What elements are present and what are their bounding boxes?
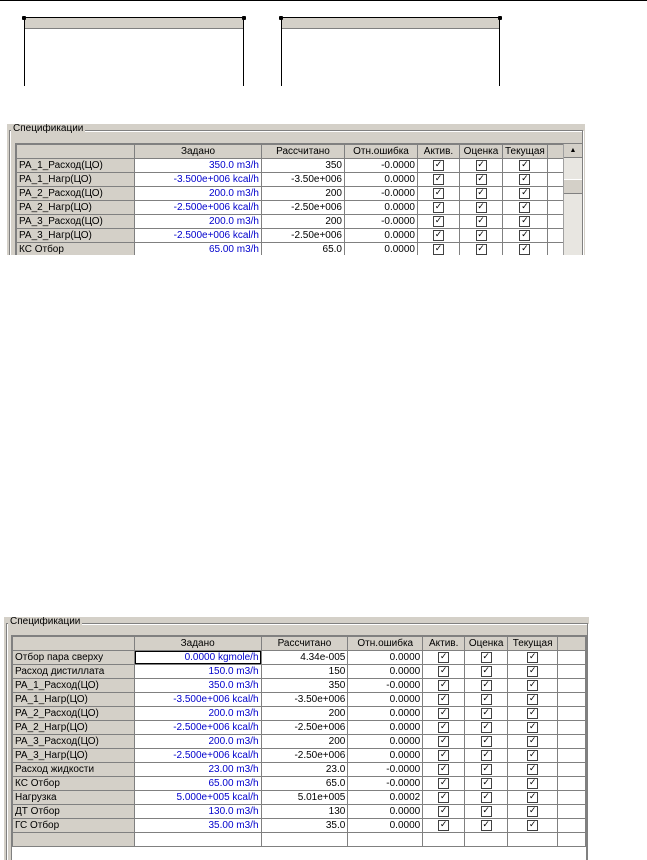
checkbox-active[interactable]: ✓ [439,707,448,718]
spec-estimate-cell[interactable] [465,735,508,749]
spec-estimate-cell[interactable] [465,791,508,805]
table-row[interactable] [17,159,565,173]
row-filler [547,229,564,243]
row-filler [558,763,586,777]
spec-active-cell[interactable] [423,763,465,777]
row-filler [547,243,564,256]
row-filler [558,749,586,763]
spec-calculated-cell: -3.50e+006 [262,173,345,187]
row-filler [558,679,586,693]
checkbox-estimate[interactable]: ✓ [482,805,490,816]
spec-active-cell[interactable] [423,777,465,791]
spec-given-cell[interactable]: 130.0 m3/h [134,805,261,819]
spec-calculated-cell: 200 [262,215,345,229]
checkbox-active[interactable]: ✓ [439,749,448,760]
checkbox-active[interactable]: ✓ [439,651,448,662]
spec-active-cell[interactable] [418,229,460,243]
spec-given-cell[interactable]: 200.0 m3/h [134,707,261,721]
spec-given-cell[interactable]: -2.500e+006 kcal/h [135,201,262,215]
checkbox-current[interactable]: ✓ [521,159,529,170]
spec-current-cell[interactable] [508,777,558,791]
empty-cell [134,833,261,847]
table-row[interactable] [13,735,586,749]
spec-calculated-cell: 4.34e-005 [261,651,348,665]
spec-given-cell[interactable]: 350.0 m3/h [134,679,261,693]
spec-error-cell: 0.0000 [345,243,418,256]
specifications-table [16,144,565,255]
checkbox-active[interactable]: ✓ [434,215,443,226]
table-row[interactable] [17,187,565,201]
checkbox-estimate[interactable]: ✓ [482,679,490,690]
spec-active-cell[interactable] [418,215,460,229]
spec-error-cell: -0.0000 [345,187,418,201]
empty-row [13,833,586,847]
scroll-up-icon[interactable]: ▲ [564,144,582,158]
checkbox-estimate[interactable]: ✓ [482,665,490,676]
spec-current-cell[interactable] [508,721,558,735]
spec-given-cell[interactable]: 65.00 m3/h [134,777,261,791]
checkbox-estimate[interactable]: ✓ [482,777,490,788]
table-row[interactable] [13,749,586,763]
spec-calculated-cell: 350 [262,159,345,173]
spec-current-cell[interactable] [503,173,548,187]
spec-error-cell: 0.0000 [348,665,423,679]
spec-name-cell: PA_2_Расход(ЦО) [17,187,135,201]
empty-cell [13,833,135,847]
column-header[interactable]: Отн.ошибка [345,145,418,159]
checkbox-active[interactable]: ✓ [439,819,448,830]
checkbox-active[interactable]: ✓ [434,201,443,212]
spec-calculated-cell: 200 [261,707,348,721]
row-filler [547,187,564,201]
checkbox-active[interactable]: ✓ [439,763,448,774]
row-filler [558,707,586,721]
spec-active-cell[interactable] [418,243,460,256]
checkbox-estimate[interactable]: ✓ [482,707,490,718]
spec-given-cell[interactable]: 200.0 m3/h [134,735,261,749]
spec-calculated-cell: 23.0 [261,763,348,777]
spec-active-cell[interactable] [423,735,465,749]
checkbox-current[interactable]: ✓ [528,735,537,746]
specifications-title: Спецификации [10,617,81,627]
row-filler [547,215,564,229]
spec-error-cell: -0.0000 [348,777,423,791]
spec-given-cell[interactable]: 150.0 m3/h [134,665,261,679]
checkbox-estimate[interactable]: ✓ [477,229,485,240]
spec-estimate-cell[interactable] [465,693,508,707]
checkbox-estimate[interactable]: ✓ [482,763,490,774]
column-header[interactable]: Текущая [508,637,558,651]
spec-active-cell[interactable] [423,651,465,665]
spec-current-cell[interactable] [503,229,548,243]
spec-error-cell: 0.0000 [348,819,423,833]
column-header[interactable]: Оценка [465,637,508,651]
spec-current-cell[interactable] [503,159,548,173]
checkbox-estimate[interactable]: ✓ [482,819,490,830]
spec-active-cell[interactable] [418,187,460,201]
empty-cell [508,833,558,847]
frame-corner-dot [242,16,246,20]
spec-current-cell[interactable] [508,763,558,777]
table-row[interactable] [13,693,586,707]
spec-active-cell[interactable] [423,721,465,735]
column-frame-right [281,17,500,86]
row-filler [558,791,586,805]
checkbox-active[interactable]: ✓ [439,777,448,788]
table-row[interactable] [13,805,586,819]
checkbox-current[interactable]: ✓ [528,749,537,760]
spec-active-cell[interactable] [423,707,465,721]
spec-active-cell[interactable] [423,749,465,763]
spec-error-cell: -0.0000 [348,763,423,777]
spec-current-cell[interactable] [508,679,558,693]
specifications-table [12,636,586,847]
column-header[interactable]: Рассчитано [262,145,345,159]
spec-current-cell[interactable] [503,187,548,201]
spec-error-cell: 0.0000 [345,201,418,215]
row-filler [558,819,586,833]
checkbox-estimate[interactable]: ✓ [477,159,485,170]
checkbox-active[interactable]: ✓ [434,229,443,240]
checkbox-current[interactable]: ✓ [528,665,537,676]
spec-estimate-cell[interactable] [460,215,503,229]
spec-given-cell[interactable]: 35.00 m3/h [134,819,261,833]
vertical-scrollbar[interactable] [563,144,582,255]
checkbox-active[interactable]: ✓ [439,735,448,746]
checkbox-estimate[interactable]: ✓ [482,721,490,732]
spec-current-cell[interactable] [508,805,558,819]
spec-active-cell[interactable] [418,173,460,187]
spec-current-cell[interactable] [508,749,558,763]
checkbox-estimate[interactable]: ✓ [477,201,485,212]
table-row[interactable] [13,819,586,833]
checkbox-estimate[interactable]: ✓ [482,735,490,746]
checkbox-current[interactable]: ✓ [521,187,529,198]
checkbox-current[interactable]: ✓ [528,721,537,732]
spec-active-cell[interactable] [423,693,465,707]
column-frame-left [24,17,244,86]
column-frame-header [282,18,499,29]
row-filler [547,173,564,187]
column-header[interactable]: Отн.ошибка [348,637,423,651]
column-header[interactable]: Актив. [418,145,460,159]
row-filler [547,159,564,173]
specifications-panel-bottom [4,617,589,860]
empty-cell [423,833,465,847]
checkbox-active[interactable]: ✓ [434,187,443,198]
spec-estimate-cell[interactable] [460,187,503,201]
spec-estimate-cell[interactable] [465,819,508,833]
header-filler [558,637,586,651]
spec-given-cell[interactable]: -3.500e+006 kcal/h [134,693,261,707]
frame-corner-dot [498,16,502,20]
checkbox-active[interactable]: ✓ [434,173,443,184]
column-header[interactable]: Актив. [423,637,465,651]
checkbox-active[interactable]: ✓ [439,805,448,816]
spec-estimate-cell[interactable] [460,201,503,215]
checkbox-estimate[interactable]: ✓ [482,651,490,662]
spec-error-cell: -0.0000 [345,159,418,173]
spec-given-cell[interactable]: 5.000e+005 kcal/h [134,791,261,805]
empty-cell [558,833,586,847]
row-filler [558,735,586,749]
table-row[interactable] [13,777,586,791]
spec-error-cell: -0.0000 [348,679,423,693]
checkbox-current[interactable]: ✓ [521,215,529,226]
spec-active-cell[interactable] [423,805,465,819]
checkbox-current[interactable]: ✓ [528,805,537,816]
spec-given-cell[interactable]: -2.500e+006 kcal/h [134,721,261,735]
spec-error-cell: 0.0002 [348,791,423,805]
table-row[interactable] [13,763,586,777]
spec-current-cell[interactable] [508,693,558,707]
spec-error-cell: 0.0000 [345,229,418,243]
row-filler [558,651,586,665]
checkbox-current[interactable]: ✓ [521,201,529,212]
checkbox-current[interactable]: ✓ [528,763,537,774]
spec-current-cell[interactable] [508,665,558,679]
spec-calculated-cell: 5.01e+005 [261,791,348,805]
row-filler [558,693,586,707]
checkbox-estimate[interactable]: ✓ [477,173,485,184]
page-top-border [0,0,647,1]
spec-estimate-cell[interactable] [465,665,508,679]
spec-calculated-cell: 150 [261,665,348,679]
spec-name-cell: PA_1_Нагр(ЦО) [13,693,135,707]
checkbox-estimate[interactable]: ✓ [477,187,485,198]
table-row[interactable] [13,721,586,735]
spec-calculated-cell: 65.0 [261,777,348,791]
spec-error-cell: 0.0000 [348,651,423,665]
checkbox-estimate[interactable]: ✓ [482,791,490,802]
table-row[interactable] [17,229,565,243]
table-row[interactable] [13,651,586,665]
spec-active-cell[interactable] [423,665,465,679]
spec-current-cell[interactable] [503,201,548,215]
spec-calculated-cell: 65.0 [262,243,345,256]
spec-name-cell: PA_3_Расход(ЦО) [13,735,135,749]
spec-active-cell[interactable] [423,819,465,833]
spec-error-cell: 0.0000 [348,749,423,763]
spec-name-cell: PA_3_Нагр(ЦО) [17,229,135,243]
spec-calculated-cell: -3.50e+006 [261,693,348,707]
empty-cell [348,833,423,847]
row-filler [558,805,586,819]
spec-estimate-cell[interactable] [465,721,508,735]
spec-name-cell: КС Отбор [13,777,135,791]
spec-active-cell[interactable] [418,159,460,173]
checkbox-current[interactable]: ✓ [528,693,537,704]
spec-name-cell: PA_1_Нагр(ЦО) [17,173,135,187]
spec-estimate-cell[interactable] [465,749,508,763]
spec-name-cell: PA_2_Нагр(ЦО) [17,201,135,215]
column-header[interactable]: Рассчитано [261,637,348,651]
spec-active-cell[interactable] [423,791,465,805]
specifications-panel-top [7,124,585,255]
table-row[interactable] [13,791,586,805]
spec-error-cell: 0.0000 [348,805,423,819]
spec-given-cell[interactable]: 65.00 m3/h [135,243,262,256]
spec-estimate-cell[interactable] [465,777,508,791]
spec-name-cell: PA_3_Нагр(ЦО) [13,749,135,763]
spec-given-cell[interactable]: 0.0000 kgmole/h [134,651,261,665]
spec-current-cell[interactable] [508,791,558,805]
spec-calculated-cell: 130 [261,805,348,819]
checkbox-estimate[interactable]: ✓ [477,215,485,226]
empty-cell [261,833,348,847]
checkbox-current[interactable]: ✓ [528,651,537,662]
spec-name-cell: ГС Отбор [13,819,135,833]
spec-estimate-cell[interactable] [460,173,503,187]
scroll-thumb[interactable] [564,179,582,194]
spec-name-cell: КС Отбор [17,243,135,256]
column-header[interactable]: Задано [134,637,261,651]
spec-estimate-cell[interactable] [460,229,503,243]
checkbox-estimate[interactable]: ✓ [477,243,485,254]
frame-corner-dot [22,16,26,20]
spec-estimate-cell[interactable] [465,805,508,819]
checkbox-current[interactable]: ✓ [528,707,537,718]
spec-current-cell[interactable] [508,819,558,833]
checkbox-active[interactable]: ✓ [439,791,448,802]
frame-corner-dot [279,16,283,20]
table-row[interactable] [17,201,565,215]
spec-current-cell[interactable] [508,707,558,721]
spec-name-cell: Нагрузка [13,791,135,805]
spec-current-cell[interactable] [503,215,548,229]
checkbox-current[interactable]: ✓ [528,777,537,788]
spec-error-cell: 0.0000 [345,173,418,187]
checkbox-active[interactable]: ✓ [439,693,448,704]
row-filler [558,665,586,679]
header-filler [547,145,564,159]
spec-error-cell: -0.0000 [345,215,418,229]
spec-given-cell[interactable]: 350.0 m3/h [135,159,262,173]
spec-given-cell[interactable]: 23.00 m3/h [134,763,261,777]
spec-current-cell[interactable] [508,651,558,665]
spec-given-cell[interactable]: 200.0 m3/h [135,187,262,201]
table-row[interactable] [13,665,586,679]
spec-calculated-cell: 350 [261,679,348,693]
table-row[interactable] [17,243,565,256]
spec-estimate-cell[interactable] [460,243,503,256]
spec-error-cell: 0.0000 [348,707,423,721]
specifications-title: Спецификации [13,124,84,134]
spec-calculated-cell: 200 [262,187,345,201]
row-filler [558,777,586,791]
spec-name-cell: PA_2_Нагр(ЦО) [13,721,135,735]
spec-error-cell: 0.0000 [348,735,423,749]
checkbox-estimate[interactable]: ✓ [482,693,490,704]
spec-calculated-cell: -2.50e+006 [261,721,348,735]
spec-given-cell[interactable]: -2.500e+006 kcal/h [135,229,262,243]
spec-name-cell: PA_3_Расход(ЦО) [17,215,135,229]
checkbox-current[interactable]: ✓ [528,819,537,830]
checkbox-current[interactable]: ✓ [521,229,529,240]
checkbox-current[interactable]: ✓ [521,243,529,254]
empty-cell [465,833,508,847]
checkbox-current[interactable]: ✓ [528,791,537,802]
column-header[interactable] [13,637,135,651]
checkbox-active[interactable]: ✓ [434,159,443,170]
spec-error-cell: 0.0000 [348,693,423,707]
row-filler [547,201,564,215]
spec-calculated-cell: 35.0 [261,819,348,833]
spec-name-cell: Расход дистиллата [13,665,135,679]
spec-name-cell: Отбор пара сверху [13,651,135,665]
checkbox-current[interactable]: ✓ [528,679,537,690]
spec-estimate-cell[interactable] [465,707,508,721]
checkbox-active[interactable]: ✓ [439,679,448,690]
spec-name-cell: ДТ Отбор [13,805,135,819]
spec-calculated-cell: 200 [261,735,348,749]
checkbox-active[interactable]: ✓ [434,243,443,254]
checkbox-estimate[interactable]: ✓ [482,749,490,760]
spec-current-cell[interactable] [508,735,558,749]
spec-given-cell[interactable]: 200.0 m3/h [135,215,262,229]
spec-active-cell[interactable] [418,201,460,215]
spec-name-cell: PA_2_Расход(ЦО) [13,707,135,721]
spec-current-cell[interactable] [503,243,548,256]
spec-calculated-cell: -2.50e+006 [262,229,345,243]
column-frame-header [25,18,243,29]
spec-name-cell: Расход жидкости [13,763,135,777]
specifications-grid [11,635,587,860]
specifications-grid [15,143,583,255]
table-row[interactable] [17,173,565,187]
spec-name-cell: PA_1_Расход(ЦО) [13,679,135,693]
column-header[interactable]: Задано [135,145,262,159]
checkbox-active[interactable]: ✓ [439,721,448,732]
spec-estimate-cell[interactable] [465,651,508,665]
column-header[interactable]: Текущая [503,145,548,159]
spec-active-cell[interactable] [423,679,465,693]
column-header[interactable] [17,145,135,159]
table-row[interactable] [13,679,586,693]
table-row[interactable] [17,215,565,229]
table-row[interactable] [13,707,586,721]
checkbox-current[interactable]: ✓ [521,173,529,184]
checkbox-active[interactable]: ✓ [439,665,448,676]
spec-given-cell[interactable]: -3.500e+006 kcal/h [135,173,262,187]
spec-estimate-cell[interactable] [460,159,503,173]
spec-calculated-cell: -2.50e+006 [262,201,345,215]
row-filler [558,721,586,735]
column-header[interactable]: Оценка [460,145,503,159]
spec-error-cell: 0.0000 [348,721,423,735]
spec-name-cell: PA_1_Расход(ЦО) [17,159,135,173]
spec-given-cell[interactable]: -2.500e+006 kcal/h [134,749,261,763]
spec-estimate-cell[interactable] [465,679,508,693]
spec-estimate-cell[interactable] [465,763,508,777]
spec-calculated-cell: -2.50e+006 [261,749,348,763]
